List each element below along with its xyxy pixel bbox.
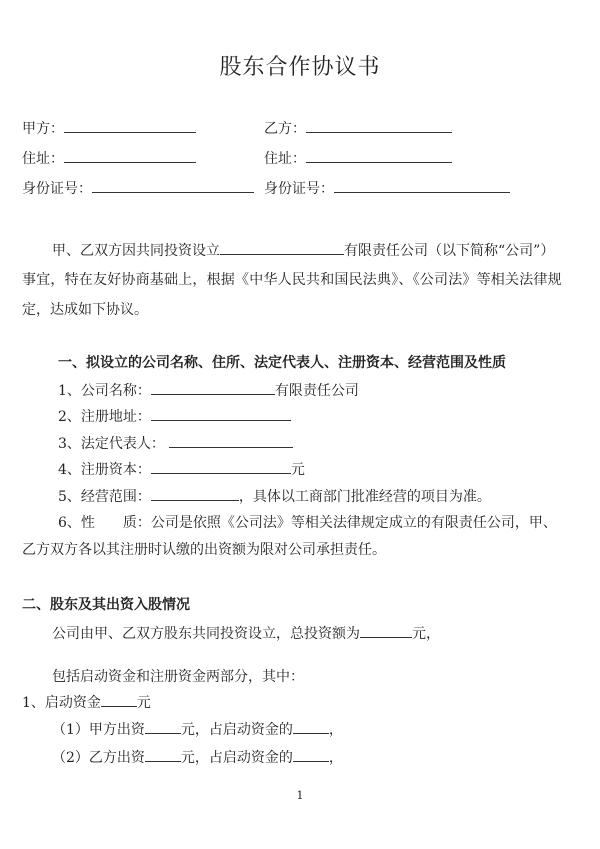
text: 甲、乙双方因共同投资设立: [52, 243, 220, 259]
intro-line-2: 事宜，特在友好协商基础上，根据《中华人民共和国民法典》、《公司法》等相关法律规: [22, 272, 562, 288]
text: 有限责任公司: [274, 383, 359, 399]
text: 元，: [412, 626, 440, 642]
text: 元: [290, 462, 305, 478]
s2-line-1: [52, 623, 440, 644]
text: 1、启动资金: [22, 695, 101, 711]
label: 乙方：: [264, 121, 306, 137]
party-b-id: [264, 178, 510, 199]
blank: [360, 623, 412, 638]
party-a-address: [22, 148, 196, 169]
document-title: 股东合作协议书: [219, 55, 381, 80]
text: 有限责任公司（以下简称“公司”）: [344, 243, 555, 259]
text: 5、经营范围：: [58, 489, 151, 505]
blank: [92, 178, 254, 193]
label: 住址：: [264, 151, 306, 167]
text: （1）甲方出资: [52, 722, 145, 738]
label: 身份证号：: [264, 181, 334, 197]
item-6: 6、性 质：公司是依照《公司法》等相关法律规定成立的有限责任公司，甲、: [58, 515, 557, 531]
text: （2）乙方出资: [52, 750, 145, 766]
blank: [145, 747, 181, 762]
blank: [64, 148, 196, 163]
blank: [293, 747, 329, 762]
party-b-field: [264, 118, 452, 139]
blank: [151, 406, 291, 421]
intro-line-1: [52, 240, 554, 261]
text: 4、注册资本：: [58, 462, 151, 478]
blank: [64, 118, 196, 133]
blank: [306, 148, 452, 163]
item-6-cont: 乙方双方各以其注册时认缴的出资额为限对公司承担责任。: [22, 542, 386, 558]
item-4: [58, 459, 305, 480]
section-2-heading: 二、股东及其出资入股情况: [22, 597, 190, 613]
s2-line-4: [52, 719, 343, 740]
label: 身份证号：: [22, 181, 92, 197]
party-a-id: [22, 178, 254, 199]
text: 元，占启动资金的: [180, 750, 293, 766]
intro-line-3: 定，达成如下协议。: [22, 302, 148, 318]
text: 3、法定代表人：: [58, 436, 165, 452]
label: 甲方：: [22, 121, 64, 137]
blank: [151, 486, 239, 501]
s2-line-3: [22, 692, 151, 713]
item-5: [58, 486, 491, 507]
blank: [145, 719, 181, 734]
party-b-address: [264, 148, 452, 169]
blank: [220, 240, 344, 255]
text: 元: [136, 695, 151, 711]
text: ，: [328, 722, 343, 738]
text: 元，占启动资金的: [180, 722, 293, 738]
item-1: [58, 380, 359, 401]
blank: [306, 118, 452, 133]
page-number: 1: [296, 789, 304, 802]
s2-line-5: [52, 747, 343, 768]
party-a-field: [22, 118, 196, 139]
blank: [334, 178, 510, 193]
section-1-heading: 一、拟设立的公司名称、住所、法定代表人、注册资本、经营范围及性质: [58, 355, 506, 371]
blank: [101, 692, 137, 707]
text: 公司由甲、乙双方股东共同投资设立，总投资额为: [52, 626, 360, 642]
text: 1、公司名称：: [58, 383, 151, 399]
s2-line-2: 包括启动资金和注册资金两部分，其中：: [52, 669, 304, 685]
blank: [169, 433, 293, 448]
item-3: [58, 433, 293, 454]
blank: [151, 380, 275, 395]
text: ，具体以工商部门批准经营的项目为准。: [238, 489, 491, 505]
text: ，: [328, 750, 343, 766]
text: 2、注册地址：: [58, 409, 151, 425]
item-2: [58, 406, 291, 427]
label: 住址：: [22, 151, 64, 167]
blank: [293, 719, 329, 734]
blank: [151, 459, 291, 474]
